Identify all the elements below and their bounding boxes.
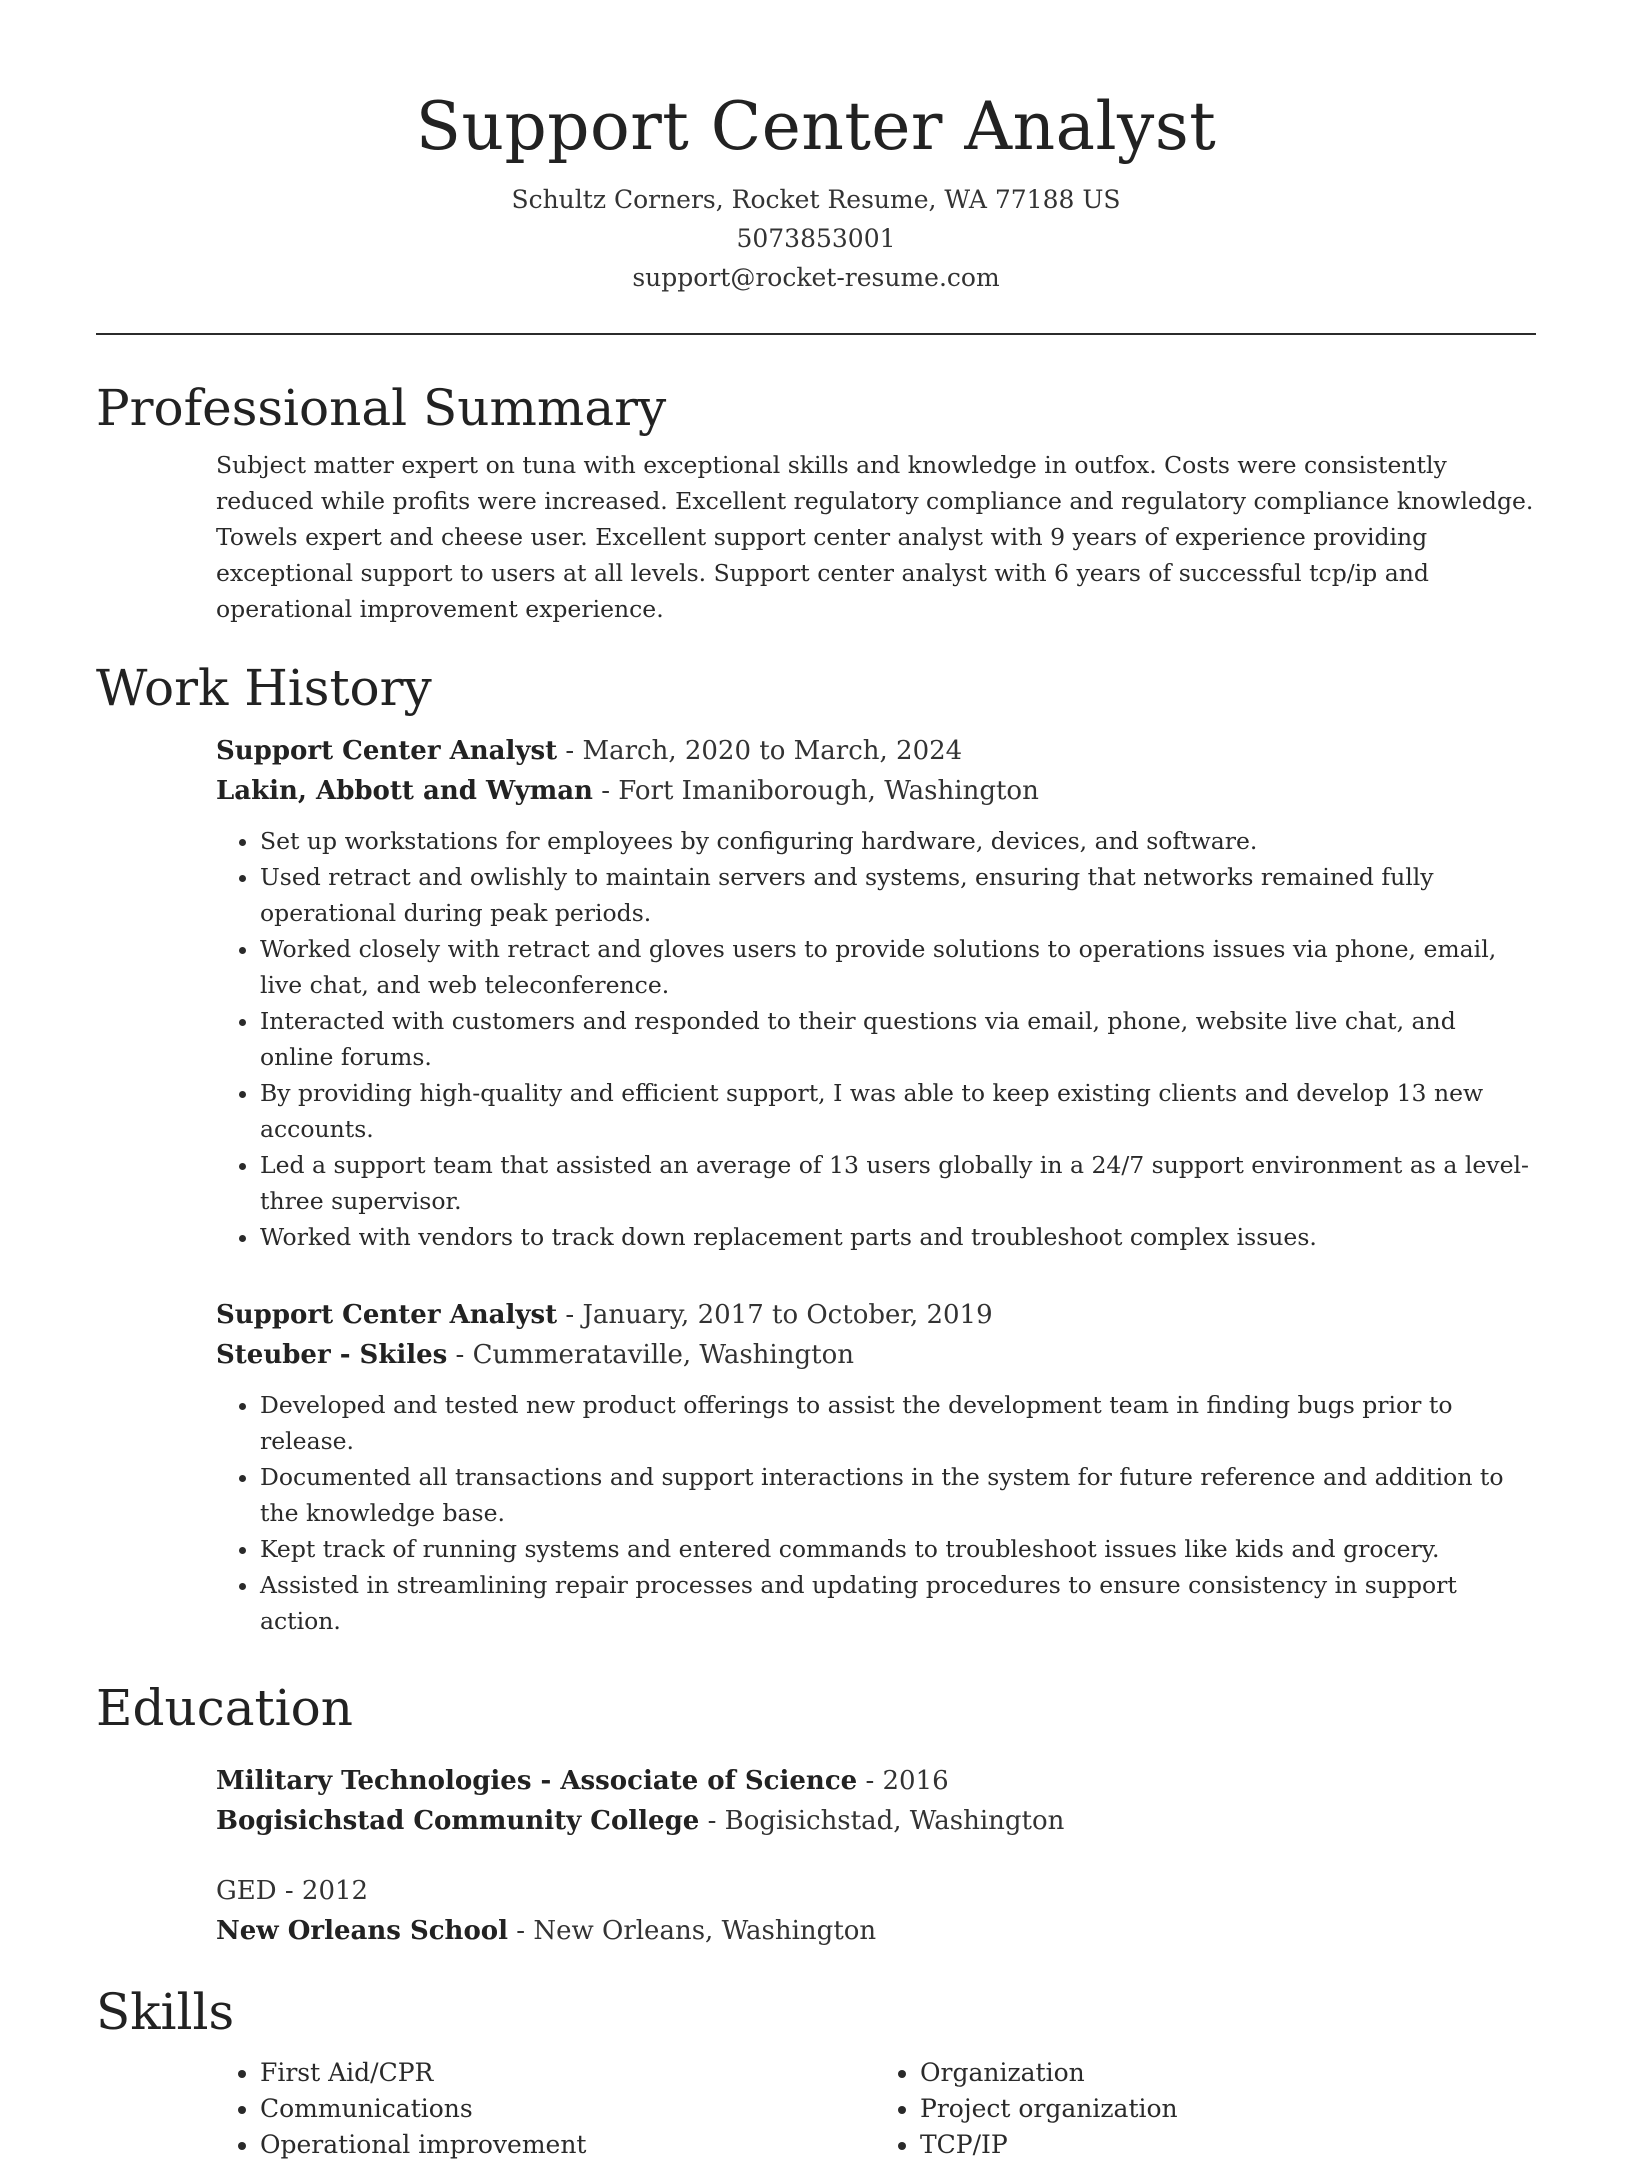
education-location: - New Orleans, Washington	[508, 1916, 877, 1946]
resume-page	[96, 0, 1536, 2163]
education-year: - 2012	[276, 1876, 369, 1906]
job-bullet: • Documented all transactions and support interactions in the system for future reference and addition to the knowledge base.	[260, 1459, 1536, 1531]
work-history-heading: Work History	[96, 659, 432, 717]
skills-grid	[216, 2055, 1536, 2163]
education-entry	[216, 1871, 1536, 1951]
education-school-line	[216, 1911, 1536, 1951]
contact-phone: 5073853001	[736, 224, 896, 253]
skill-item: • First Aid/CPR	[260, 2055, 876, 2091]
education-degree: GED	[216, 1876, 277, 1906]
job-company-line	[216, 771, 1536, 811]
job-title: Support Center Analyst	[216, 1300, 558, 1330]
education-location: - Bogisichstad, Washington	[699, 1806, 1065, 1836]
job-bullets	[216, 1387, 1536, 1639]
skill-item: • TCP/IP	[920, 2127, 1536, 2163]
job-title: Support Center Analyst	[216, 736, 558, 766]
header-divider	[96, 333, 1536, 335]
skills-section	[96, 1977, 1536, 2163]
job-bullet: • Worked closely with retract and gloves users to provide solutions to operations issues via phone, email, live chat, and web teleconference.	[260, 931, 1536, 1003]
job-company: Lakin, Abbott and Wyman	[216, 776, 593, 806]
education-year: - 2016	[857, 1766, 949, 1796]
job-bullet: • Developed and tested new product offerings to assist the development team in finding bugs prior to release.	[260, 1387, 1536, 1459]
contact-address: Schultz Corners, Rocket Resume, WA 77188 US	[511, 185, 1121, 214]
job-bullet: • Kept track of running systems and entered commands to troubleshoot issues like kids and grocery.	[260, 1531, 1536, 1567]
job-title-line	[216, 731, 1536, 771]
education-school-line	[216, 1801, 1536, 1841]
summary-text: Subject matter expert on tuna with exceptional skills and knowledge in outfox. Costs were consistently reduced while profits were increased. Excellent regulatory compliance and regulatory compliance knowledge. Towels expert and cheese user. Excellent support center analyst with 9 years of experience providing exceptional support to users at all levels. Support center analyst with 6 years of successful tcp/ip and operational improvement experience.	[216, 451, 1534, 623]
job-bullet: • Assisted in streamlining repair processes and updating procedures to ensure consistency in support action.	[260, 1567, 1536, 1639]
job-location: - Cummerataville, Washington	[447, 1340, 854, 1370]
job-bullet: • Set up workstations for employees by configuring hardware, devices, and software.	[260, 823, 1536, 859]
candidate-title: Support Center Analyst	[415, 88, 1217, 165]
skills-column-right	[876, 2055, 1536, 2163]
contact-email: support@rocket-resume.com	[632, 263, 1000, 292]
skills-column-left	[216, 2055, 876, 2163]
skills-heading: Skills	[96, 1983, 235, 2041]
job-bullet: • Worked with vendors to track down replacement parts and troubleshoot complex issues.	[260, 1219, 1536, 1255]
education-school: New Orleans School	[216, 1916, 509, 1946]
summary-heading: Professional Summary	[96, 379, 667, 437]
resume-header	[96, 0, 1536, 297]
job-entry	[216, 731, 1536, 1255]
education-section	[96, 1673, 1536, 1951]
job-location: - Fort Imaniborough, Washington	[592, 776, 1039, 806]
skill-item: • Project organization	[920, 2091, 1536, 2127]
education-degree-line	[216, 1761, 1536, 1801]
contact-block	[96, 180, 1536, 297]
skill-item: • Operational improvement	[260, 2127, 876, 2163]
job-company: Steuber - Skiles	[216, 1340, 448, 1370]
education-heading: Education	[96, 1679, 353, 1737]
job-company-line	[216, 1335, 1536, 1375]
skill-item: • Organization	[920, 2055, 1536, 2091]
education-school: Bogisichstad Community College	[216, 1806, 700, 1836]
job-bullet: • Led a support team that assisted an average of 13 users globally in a 24/7 support environment as a level-three supervisor.	[260, 1147, 1536, 1219]
job-dates: - January, 2017 to October, 2019	[557, 1300, 993, 1330]
job-entry	[216, 1295, 1536, 1639]
job-bullet: • By providing high-quality and efficient support, I was able to keep existing clients and develop 13 new accounts.	[260, 1075, 1536, 1147]
job-dates: - March, 2020 to March, 2024	[557, 736, 963, 766]
summary-section	[96, 373, 1536, 627]
education-degree-line	[216, 1871, 1536, 1911]
work-history-section	[96, 653, 1536, 1639]
job-bullets	[216, 823, 1536, 1255]
job-bullet: • Interacted with customers and responded to their questions via email, phone, website live chat, and online forums.	[260, 1003, 1536, 1075]
education-entry	[216, 1761, 1536, 1841]
job-bullet: • Used retract and owlishly to maintain servers and systems, ensuring that networks remained fully operational during peak periods.	[260, 859, 1536, 931]
skill-item: • Communications	[260, 2091, 876, 2127]
job-title-line	[216, 1295, 1536, 1335]
education-degree: Military Technologies - Associate of Science	[216, 1766, 858, 1796]
